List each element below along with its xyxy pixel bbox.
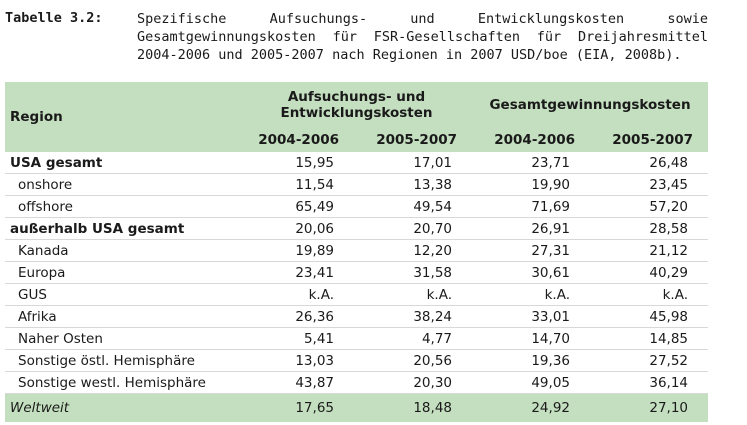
table-row (5, 350, 708, 372)
cell-value: 28,58 (590, 218, 708, 240)
table-body (5, 152, 708, 394)
cell-value: 49,54 (354, 196, 472, 218)
cell-value: 12,20 (354, 240, 472, 262)
cell-value: 17,01 (354, 152, 472, 174)
cell-value: 20,06 (241, 218, 354, 240)
cell-value: 23,71 (472, 152, 590, 174)
cell-value: 40,29 (590, 262, 708, 284)
caption-label: Tabelle 3.2: (5, 10, 103, 26)
cell-value: k.A. (241, 284, 354, 306)
cell-value: 20,30 (354, 372, 472, 394)
cost-table (5, 82, 708, 422)
caption-text: Spezifische Aufsuchungs- und Entwicklungskosten sowie Gesamtgewinnungskosten für FSR-Gesellschaften für Dreijahresmittel 2004-2006 und 2005-2007 nach Regionen in 2007 USD/boe (EIA, 2008b). (137, 11, 708, 63)
table-row (5, 218, 708, 240)
cell-value: 20,70 (354, 218, 472, 240)
cell-value: 17,65 (295, 400, 334, 416)
cell-value: 33,01 (472, 306, 590, 328)
cell-value: 19,36 (472, 350, 590, 372)
cell-value: 43,87 (241, 372, 354, 394)
cell-value: 27,31 (472, 240, 590, 262)
table-row (5, 262, 708, 284)
table-row (5, 174, 708, 196)
cell-value: 27,52 (590, 350, 708, 372)
row-region: Afrika (5, 306, 241, 328)
table-caption (0, 0, 747, 70)
cell-value: 23,41 (241, 262, 354, 284)
cell-value: 4,77 (354, 328, 472, 350)
cell-value: 26,91 (472, 218, 590, 240)
row-region: Europa (5, 262, 241, 284)
table-row (5, 328, 708, 350)
cell-value: 14,85 (590, 328, 708, 350)
table-header (5, 82, 708, 152)
table-footer (5, 394, 708, 423)
row-region: außerhalb USA gesamt (5, 218, 241, 240)
cell-value: 26,48 (590, 152, 708, 174)
table-row (5, 152, 708, 174)
header-exploration-costs: Aufsuchungs- und Entwicklungskosten (280, 89, 433, 121)
cell-value: 21,12 (590, 240, 708, 262)
cell-value: 13,38 (354, 174, 472, 196)
header-total-costs: Gesamtgewinnungskosten (489, 97, 691, 113)
table-row (5, 306, 708, 328)
cell-value: 57,20 (590, 196, 708, 218)
cell-value: k.A. (472, 284, 590, 306)
cell-value: k.A. (590, 284, 708, 306)
total-label: Weltweit (10, 400, 70, 416)
cell-value: 5,41 (241, 328, 354, 350)
row-region: offshore (5, 196, 241, 218)
total-row (5, 394, 708, 423)
cell-value: 18,48 (413, 400, 452, 416)
header-year: 2004-2006 (494, 132, 575, 148)
table-row (5, 284, 708, 306)
cell-value: 20,56 (354, 350, 472, 372)
table-row (5, 240, 708, 262)
row-region: Sonstige westl. Hemisphäre (5, 372, 241, 394)
row-region: Sonstige östl. Hemisphäre (5, 350, 241, 372)
cell-value: 13,03 (241, 350, 354, 372)
cell-value: 36,14 (590, 372, 708, 394)
cell-value: 71,69 (472, 196, 590, 218)
row-region: USA gesamt (5, 152, 241, 174)
cell-value: k.A. (354, 284, 472, 306)
table-row (5, 372, 708, 394)
cell-value: 24,92 (531, 400, 570, 416)
cell-value: 19,90 (472, 174, 590, 196)
row-region: GUS (5, 284, 241, 306)
header-year: 2005-2007 (612, 132, 694, 148)
cell-value: 11,54 (241, 174, 354, 196)
header-year: 2004-2006 (258, 132, 339, 148)
table-row (5, 196, 708, 218)
cell-value: 19,89 (241, 240, 354, 262)
cell-value: 65,49 (241, 196, 354, 218)
header-region: Region (10, 109, 63, 125)
cell-value: 38,24 (354, 306, 472, 328)
cell-value: 27,10 (649, 400, 689, 416)
row-region: Kanada (5, 240, 241, 262)
cell-value: 14,70 (472, 328, 590, 350)
cell-value: 23,45 (590, 174, 708, 196)
header-year: 2005-2007 (376, 132, 457, 148)
cell-value: 45,98 (590, 306, 708, 328)
cell-value: 15,95 (241, 152, 354, 174)
cell-value: 49,05 (472, 372, 590, 394)
cell-value: 30,61 (472, 262, 590, 284)
row-region: Naher Osten (5, 328, 241, 350)
cell-value: 31,58 (354, 262, 472, 284)
row-region: onshore (5, 174, 241, 196)
cell-value: 26,36 (241, 306, 354, 328)
